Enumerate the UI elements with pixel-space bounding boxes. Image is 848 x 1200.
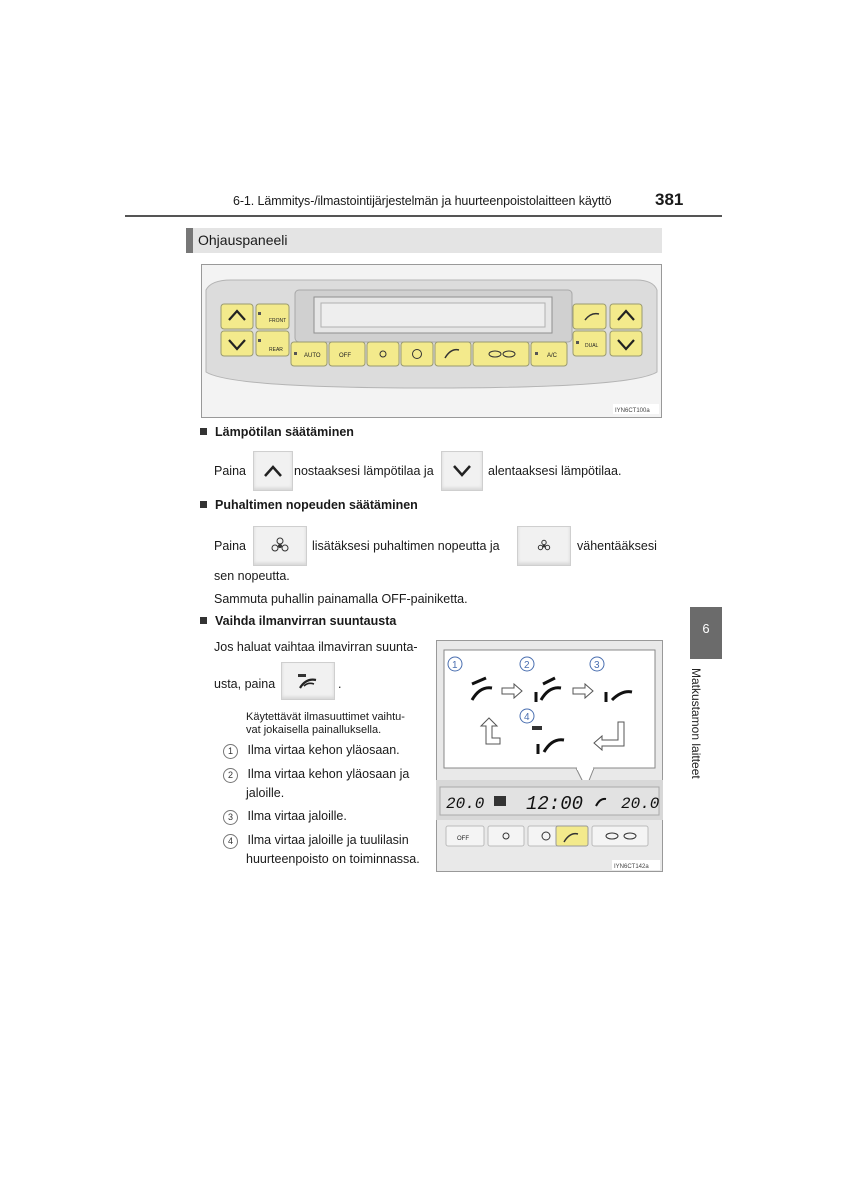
display-left-temp: 20.0 [446, 795, 485, 813]
control-panel-illustration [201, 264, 662, 418]
number-badge: 2 [223, 768, 238, 783]
airflow-display-illustration [436, 640, 663, 872]
fan-small-icon [537, 539, 551, 553]
front-label: FRONT [269, 318, 287, 324]
display-off-label: OFF [457, 836, 469, 842]
rear-label: REAR [269, 347, 283, 353]
airflow-item-text: Ilma virtaa kehon yläosaan. [247, 743, 400, 757]
chapter-title: Matkustamon laitteet [689, 668, 703, 779]
temp-up-text: nostaaksesi lämpötilaa ja [294, 464, 434, 478]
dual-label: DUAL [585, 343, 599, 349]
temp-press-label: Paina [214, 464, 246, 478]
fan-large-icon [271, 537, 289, 555]
airflow-item-3 [223, 806, 347, 826]
airflow-mode-button-image [281, 662, 335, 700]
airflow-intro-line1: Jos haluat vaihtaa ilmavirran suunta- [214, 640, 418, 654]
number-badge: 1 [223, 744, 238, 759]
mode-number-2: 2 [524, 660, 530, 671]
control-panel-figure [201, 264, 662, 418]
airflow-item-1 [223, 740, 400, 760]
airflow-item-text: Ilma virtaa kehon yläosaan ja [247, 767, 410, 781]
figure-caption: IYN6CT100a [615, 408, 650, 414]
airflow-item-2-line2: jaloille. [246, 786, 285, 800]
fan-increase-button-image [253, 526, 307, 566]
airflow-item-text: Ilma virtaa jaloille ja tuulilasin [247, 833, 409, 847]
temperature-heading-row [200, 425, 354, 439]
running-header: 6-1. Lämmitys-/ilmastointijärjestelmän ja huurteenpoistolaitteen käyttö [233, 194, 612, 208]
airflow-intro-line2: usta, paina [214, 677, 276, 691]
off-label: OFF [339, 353, 351, 359]
fan-increase-text: lisätäksesi puhaltimen nopeutta ja [312, 539, 500, 553]
airflow-mode-icon [296, 672, 320, 690]
mode-number-3: 3 [594, 660, 600, 671]
bullet-square [200, 617, 207, 624]
temp-up-button-image [253, 451, 293, 491]
auto-label: AUTO [304, 353, 321, 359]
airflow-item-4 [223, 830, 409, 850]
fan-press-label: Paina [214, 539, 246, 553]
mode-number-4: 4 [524, 712, 530, 723]
mode-number-1: 1 [452, 660, 458, 671]
airflow-item-4-line2: huurteenpoisto on toiminnassa. [246, 852, 420, 866]
section-title: Ohjauspaneeli [198, 232, 288, 248]
temperature-heading: Lämpötilan säätäminen [215, 425, 354, 439]
fan-off-note: Sammuta puhallin painamalla OFF-painiketta. [214, 592, 468, 606]
fan-heading: Puhaltimen nopeuden säätäminen [215, 498, 418, 512]
temp-down-text: alentaaksesi lämpötilaa. [488, 464, 622, 478]
airflow-note-line1: Käytettävät ilmasuuttimet vaihtu- [246, 711, 405, 723]
fan-heading-row [200, 498, 418, 512]
page-number: 381 [655, 190, 684, 209]
chevron-down-icon [452, 464, 472, 478]
bullet-square [200, 501, 207, 508]
fan-decrease-text: vähentääksesi [577, 539, 657, 553]
airflow-heading: Vaihda ilmanvirran suuntausta [215, 614, 397, 628]
chapter-tab: 6 [690, 607, 722, 659]
bullet-square [200, 428, 207, 435]
temp-down-button-image [441, 451, 483, 491]
fan-continuation: sen nopeutta. [214, 569, 290, 583]
airflow-item-2 [223, 764, 409, 784]
header-rule [125, 215, 722, 217]
display-clock: 12:00 [526, 793, 584, 815]
display-figure-caption: IYN6CT142a [614, 864, 649, 870]
section-accent [186, 228, 193, 253]
airflow-intro-end: . [338, 677, 342, 691]
number-badge: 4 [223, 834, 238, 849]
airflow-item-text: Ilma virtaa jaloille. [247, 809, 347, 823]
airflow-note-line2: vat jokaisella painalluksella. [246, 724, 382, 736]
chevron-up-icon [263, 464, 283, 478]
airflow-display-figure [436, 640, 663, 872]
number-badge: 3 [223, 810, 238, 825]
airflow-heading-row [200, 614, 396, 628]
ac-label: A/C [547, 353, 558, 359]
section-title-bar [186, 228, 662, 253]
fan-decrease-button-image [517, 526, 571, 566]
display-right-temp: 20.0 [621, 795, 660, 813]
